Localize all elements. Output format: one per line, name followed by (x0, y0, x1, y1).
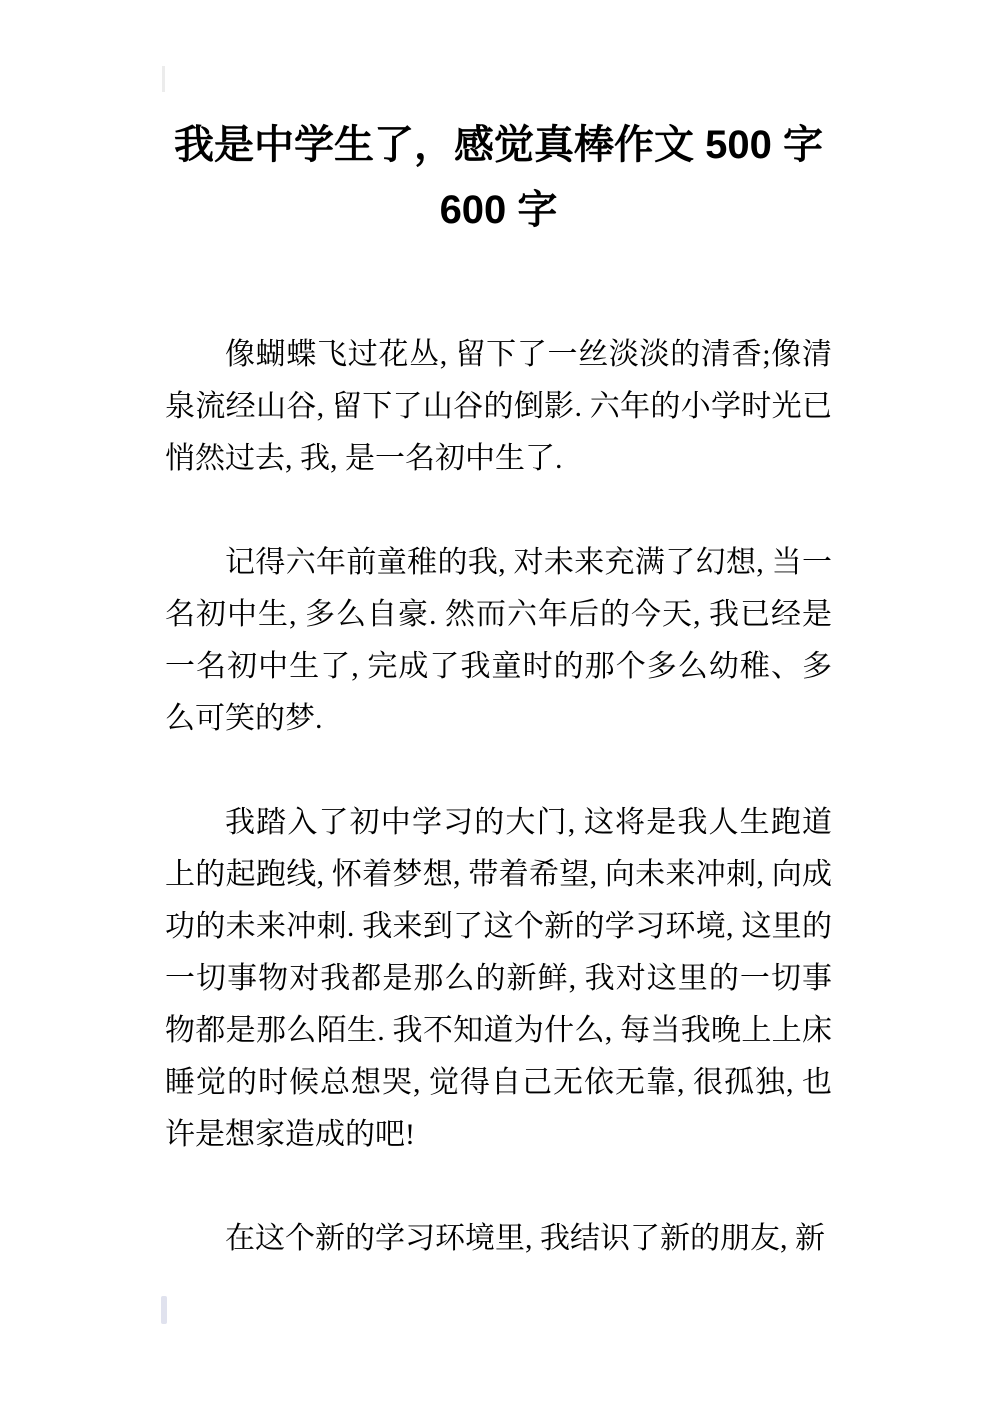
essay-paragraph-1: 像蝴蝶飞过花丛, 留下了一丝淡淡的清香;像清泉流经山谷, 留下了山谷的倒影. 六年的小学时光已悄然过去, 我, 是一名初中生了. (165, 338, 832, 475)
stray-mark-bottom (161, 1296, 167, 1324)
essay-body (165, 329, 832, 1265)
essay-paragraph-3: 我踏入了初中学习的大门, 这将是我人生跑道上的起跑线, 怀着梦想, 带着希望, 向未来冲刺, 向成功的未来冲刺. 我来到了这个新的学习环境, 这里的一切事物对我都是那么的新鲜, 我对这里的一切事物都是那么陌生. 我不知道为什么, 每当我晚上上床睡觉的时候总想哭, 觉得自己无依无靠, 很孤独, 也许是想家造成的吧! (165, 806, 832, 1151)
essay-paragraph-2: 记得六年前童稚的我, 对未来充满了幻想, 当一名初中生, 多么自豪. 然而六年后的今天, 我已经是一名初中生了, 完成了我童时的那个多么幼稚、多么可笑的梦. (165, 546, 832, 735)
stray-mark-top (162, 66, 165, 92)
essay-paragraph-4: 在这个新的学习环境里, 我结识了新的朋友, 新 (225, 1222, 825, 1255)
essay-title: 我是中学生了，感觉真棒作文 500 字 600 字 (174, 123, 823, 232)
